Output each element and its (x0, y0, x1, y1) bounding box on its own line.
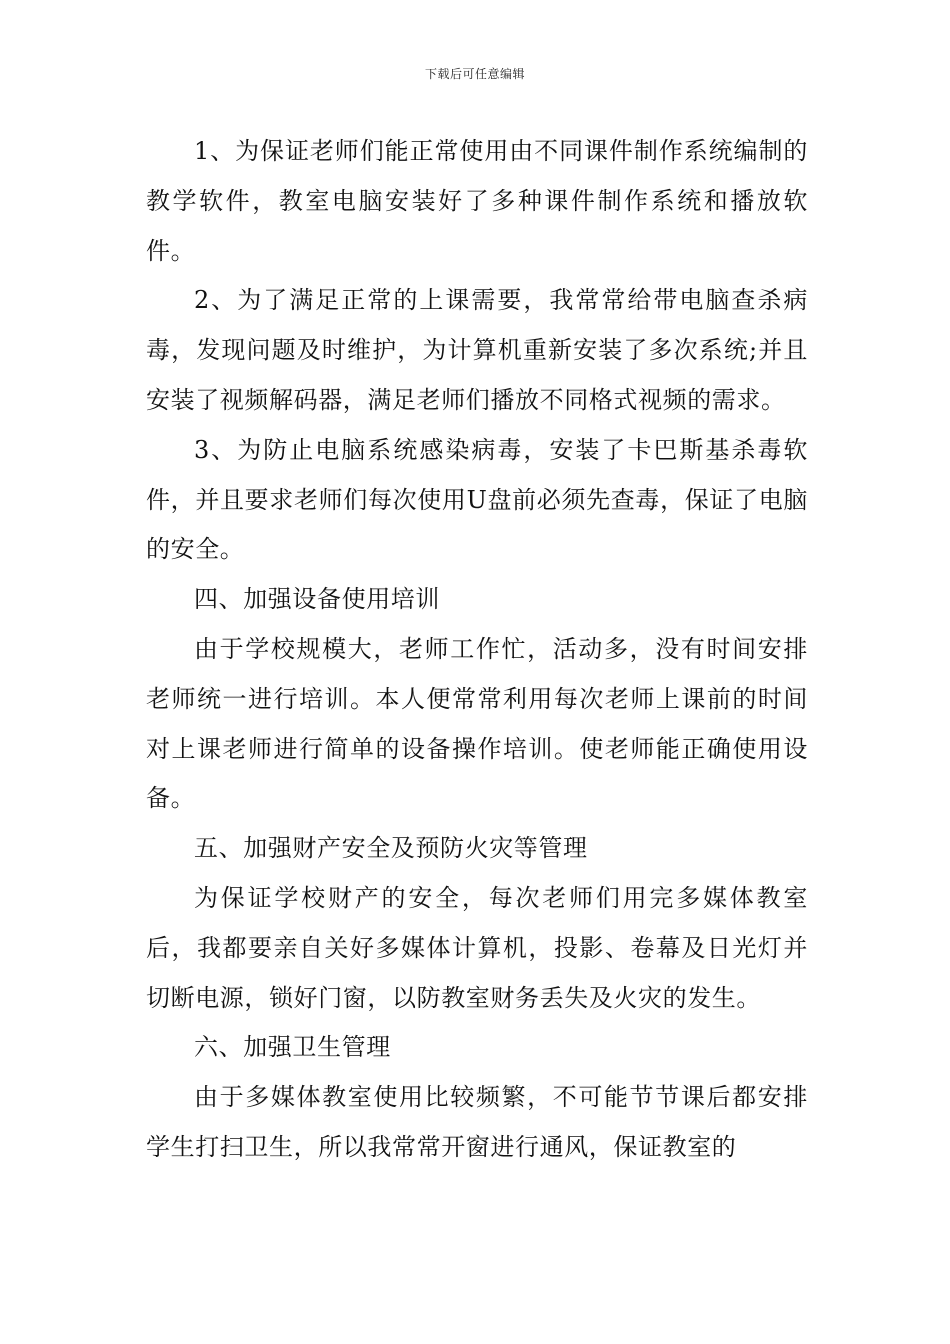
paragraph-4: 由于学校规模大，老师工作忙，活动多，没有时间安排老师统一进行培训。本人便常常利用每次老师上课前的时间对上课老师进行简单的设备操作培训。使老师能正确使用设备。 (146, 634, 808, 813)
paragraph-1: 1、为保证老师们能正常使用由不同课件制作系统编制的教学软件，教室电脑安装好了多种课件制作系统和播放软件。 (146, 137, 808, 265)
paragraph-2: 2、为了满足正常的上课需要，我常常给带电脑查杀病毒，发现问题及时维护，为计算机重新安装了多次系统;并且安装了视频解码器，满足老师们播放不同格式视频的需求。 (146, 286, 808, 414)
paragraph-6: 由于多媒体教室使用比较频繁，不可能节节课后都安排学生打扫卫生，所以我常常开窗进行通风，保证教室的 (146, 1083, 808, 1161)
header-note: 下载后可任意编辑 (424, 67, 525, 81)
section-heading-4: 四、加强设备使用培训 (194, 585, 440, 614)
document-body (146, 127, 808, 1173)
section-heading-6: 六、加强卫生管理 (194, 1033, 391, 1062)
paragraph-3: 3、为防止电脑系统感染病毒，安装了卡巴斯基杀毒软件，并且要求老师们每次使用U盘前必须先查毒，保证了电脑的安全。 (146, 435, 808, 564)
paragraph-5: 为保证学校财产的安全，每次老师们用完多媒体教室后，我都要亲自关好多媒体计算机，投影、卷幕及日光灯并切断电源，锁好门窗，以防教室财务丢失及火灾的发生。 (146, 883, 808, 1012)
section-heading-5: 五、加强财产安全及预防火灾等管理 (194, 834, 588, 863)
